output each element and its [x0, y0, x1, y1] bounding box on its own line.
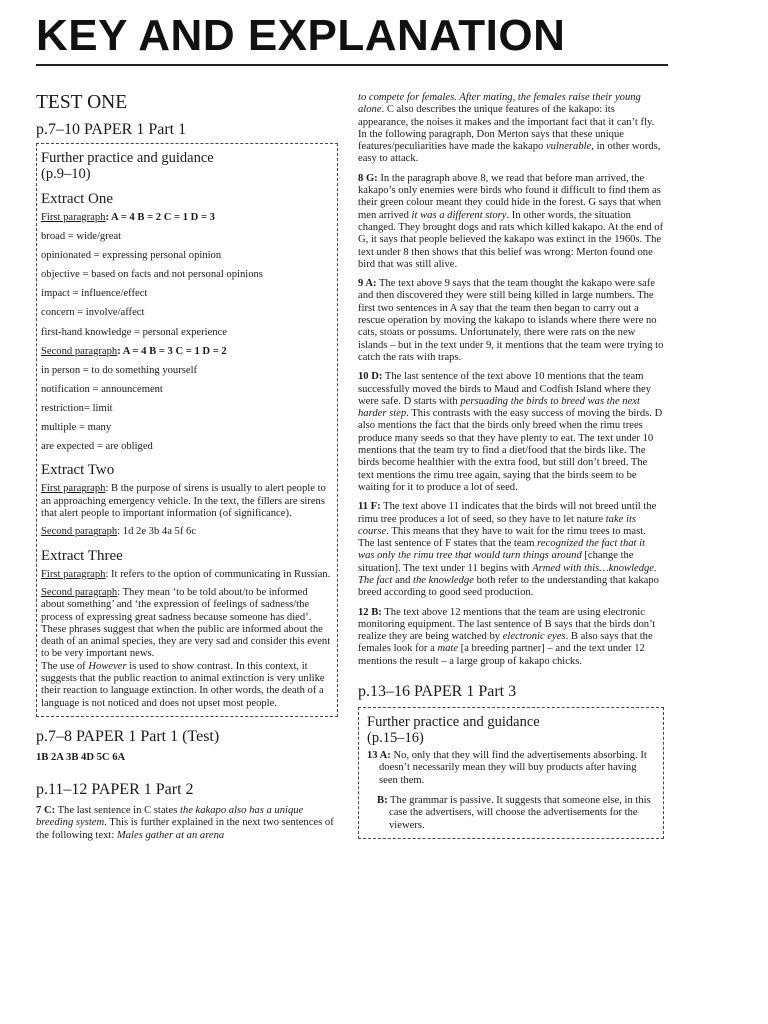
part1-test-answers: 1B 2A 3B 4D 5C 6A [36, 751, 126, 763]
question-7-continued [358, 92, 664, 166]
text: , in other words, easy to attack. [358, 141, 661, 165]
text: both refer to the understanding that kakapo breed according to good seed production. [358, 574, 659, 599]
text: is used to show contrast. In this context, it suggests that the public reaction to animal extinction is very unlike their reaction to language extinction. In other words, the death of a language is not noticed and does not upset most people. [41, 660, 325, 709]
extract-two-heading: Extract Two [41, 462, 115, 479]
italic-text: Males gather at an arena [116, 829, 225, 841]
glossary-item: concern = involve/affect [41, 307, 145, 319]
italic-text: it was a different story [411, 209, 507, 221]
glossary-item: multiple = many [41, 422, 112, 434]
text: . C also describes the unique features of the kakapo: its appearance, the noises it makes and the important fact that it can’t fly. In the following paragraph, Don Merton says that these unique features/peculiarities have made the kakapo [358, 104, 655, 153]
section-heading-part3: p.13–16 PAPER 1 Part 3 [358, 683, 517, 701]
guidance-title-line2: (p.9–10) [41, 166, 91, 182]
extract-three-first-paragraph [41, 569, 333, 581]
text: . This is further explained in the next two sentences of the following text: [36, 817, 334, 841]
text: . In other words, the situation changed. They brought dogs and rats which killed kakapo. At the end of G, it says that people believed the kakapo was extinct in the 1960s. The text under 8 then shows that this belief was wrong: Merton found one bird that was still alive. [358, 209, 664, 270]
guidance-box-part3 [358, 707, 664, 839]
question-8-explanation [358, 173, 664, 271]
glossary-item: notification = announcement [41, 383, 163, 395]
extract-three-heading: Extract Three [41, 547, 123, 564]
extract-three-however [41, 661, 333, 710]
explanation-text: : It refers to the option of communicating in Russian. [105, 568, 331, 580]
answers: : A = 4 B = 2 C = 1 D = 3 [105, 212, 215, 223]
text: No, only that they will find the advertisements absorbing. It doesn’t necessarily mean they will buy products after having seen them. [379, 750, 647, 786]
guidance-box-title [41, 150, 333, 182]
explanation-text: : B the purpose of sirens is usually to alert people to an approaching emergency vehicle. In the text, the fillers are sirens that alert people to important information (of significance). [41, 483, 326, 520]
title-underline [36, 64, 668, 66]
question-13a-explanation [367, 750, 655, 787]
question-label: 7 C: [36, 805, 56, 817]
text: The last sentence in C states [55, 805, 180, 817]
section-heading-part1-test: p.7–8 PAPER 1 Part 1 (Test) [36, 727, 220, 745]
glossary-item: opinionated = expressing personal opinion [41, 250, 222, 262]
glossary-item: objective = based on facts and not personal opinions [41, 269, 263, 281]
extract-one-second-paragraph [41, 346, 333, 358]
extract-two-second-paragraph [41, 526, 333, 538]
question-label: 9 A: [358, 278, 377, 290]
text: . This means that they have to wait for the rimu trees to mast. The last sentence of F states that the team [358, 525, 646, 550]
text: . This contrasts with the easy success of moving the birds. D also mentions the fact that the birds only breed when the rimu trees produce many seeds so that they have plenty to eat. The text under 10 mentions that the team try to find a diet/food that the birds like. The birds become healthier with the extra food, but still don’t breed. The text mentions the rimu tree again, saying that the birds seem to be waiting for it to produce a lot of seed. [358, 408, 663, 493]
italic-text: vulnerable [545, 141, 592, 153]
text: and [392, 574, 414, 586]
extract-one-first-paragraph [41, 212, 333, 224]
question-10-explanation [358, 371, 664, 494]
italic-text: Armed with this…knowledge. The fact [358, 562, 657, 586]
glossary-list-b [41, 365, 333, 454]
question-7-explanation [36, 805, 338, 842]
text: [a breeding partner] – and the text under 12 mentions the result – a large group of kakapo chicks. [358, 643, 645, 667]
guidance-title-line1: Further practice and guidance [41, 150, 214, 166]
extract-three-second-paragraph [41, 587, 333, 661]
italic-text: the kakapo also has a unique breeding system [36, 805, 304, 829]
question-label: 8 G: [358, 172, 378, 184]
guidance-title-line2: (p.15–16) [367, 730, 424, 747]
glossary-item: first-hand knowledge = personal experience [41, 326, 227, 338]
text: In the paragraph above 8, we read that before man arrived, the kakapo’s only enemies were birds who found it difficult to find them as their green colour meant they could hide in the forest. G says that when men arrived [358, 172, 662, 221]
glossary-item: are expected = are obliged [41, 441, 153, 453]
text: The text above 12 mentions that the team are using electronic monitoring equipment. The last sentence of B says that the birds don’t realize they are being watched by [358, 606, 656, 643]
question-label: 13 A: [367, 750, 391, 762]
italic-text: to compete for females. After mating, the females raise their young alone [358, 92, 641, 116]
question-9-explanation [358, 278, 664, 364]
section-heading-part1: p.7–10 PAPER 1 Part 1 [36, 121, 187, 138]
italic-text: mate [437, 643, 459, 655]
right-column [358, 92, 664, 839]
text: . B also says that the females look for a [358, 631, 653, 655]
test-heading: TEST ONE [36, 92, 128, 113]
label-first-paragraph: First paragraph [41, 568, 106, 580]
question-12-explanation [358, 607, 664, 668]
glossary-item: impact = influence/effect [41, 288, 148, 300]
question-11-explanation [358, 501, 664, 599]
text: The use of [41, 660, 89, 672]
italic-text: take its course [358, 513, 637, 537]
label-second-paragraph: Second paragraph [41, 526, 118, 538]
guidance-box-title [367, 714, 655, 746]
page-title: KEY AND EXPLANATION [36, 11, 566, 60]
section-heading-part2: p.11–12 PAPER 1 Part 2 [36, 781, 194, 799]
label-second-paragraph: Second paragraph [41, 586, 118, 598]
text: [change the situation]. The text under 11 begins with [358, 550, 634, 574]
label-first-paragraph: First paragraph [41, 483, 106, 495]
extract-two-first-paragraph [41, 483, 333, 520]
italic-text: the knowledge [413, 574, 474, 586]
extract-one-heading: Extract One [41, 191, 114, 207]
explanation-text: : They mean ‘to be told about/to be informed about something’ and ‘the expression of feelings of sadness/the process of expressing great sadness because someone has died’. These phrases suggest that when the public are informed about the death of an animal species, they are very sad and consider this event to be very important news. [41, 586, 331, 660]
italic-text: persuading the birds to breed was the next harder step [358, 395, 640, 420]
italic-text: electronic eyes [502, 631, 566, 643]
question-13b-explanation [367, 795, 655, 832]
glossary-list-a [41, 231, 333, 339]
guidance-title-line1: Further practice and guidance [367, 714, 540, 731]
guidance-box [36, 143, 338, 717]
question-label: B: [377, 794, 388, 806]
question-label: 12 B: [358, 606, 382, 618]
answers: : A = 4 B = 3 C = 1 D = 2 [117, 345, 227, 357]
text: The last sentence of the text above 10 mentions that the team successfully moved the birds to Maud and Codfish Island where they were safe. D starts with [358, 371, 652, 407]
question-label: 10 D: [358, 371, 383, 383]
question-label: 11 F: [358, 501, 381, 513]
glossary-item: in person = to do something yourself [41, 364, 198, 376]
label-second-paragraph: Second paragraph [41, 345, 118, 357]
text: The text above 11 indicates that the birds will not breed until the rimu tree produces a lot of seed, so they have to let nature [358, 501, 657, 525]
italic-text: However [88, 660, 127, 672]
explanation-text: : 1d 2e 3b 4a 5f 6c [117, 526, 197, 538]
text: The text above 9 says that the team thought the kakapo were safe and then discovered they were still being killed in large numbers. The first two sentences in A say that the team then began to carry out a rescue operation by moving the kakapo to islands where there were no cats, stoats or possums. Unfortunately, there were rats on the new islands – but in the text under 9, it mentions that the team were trying to catch the rats with traps. [358, 278, 664, 363]
glossary-item: restriction= limit [41, 402, 113, 414]
glossary-item: broad = wide/great [41, 231, 122, 243]
italic-text: recognized the fact that it was only the rimu tree that would turn things around [358, 538, 646, 562]
label-first-paragraph: First paragraph [41, 212, 106, 223]
text: The grammar is passive. It suggests that someone else, in this case the advertisers, will choose the advertisements for the viewers. [387, 794, 651, 831]
left-column [36, 84, 338, 842]
